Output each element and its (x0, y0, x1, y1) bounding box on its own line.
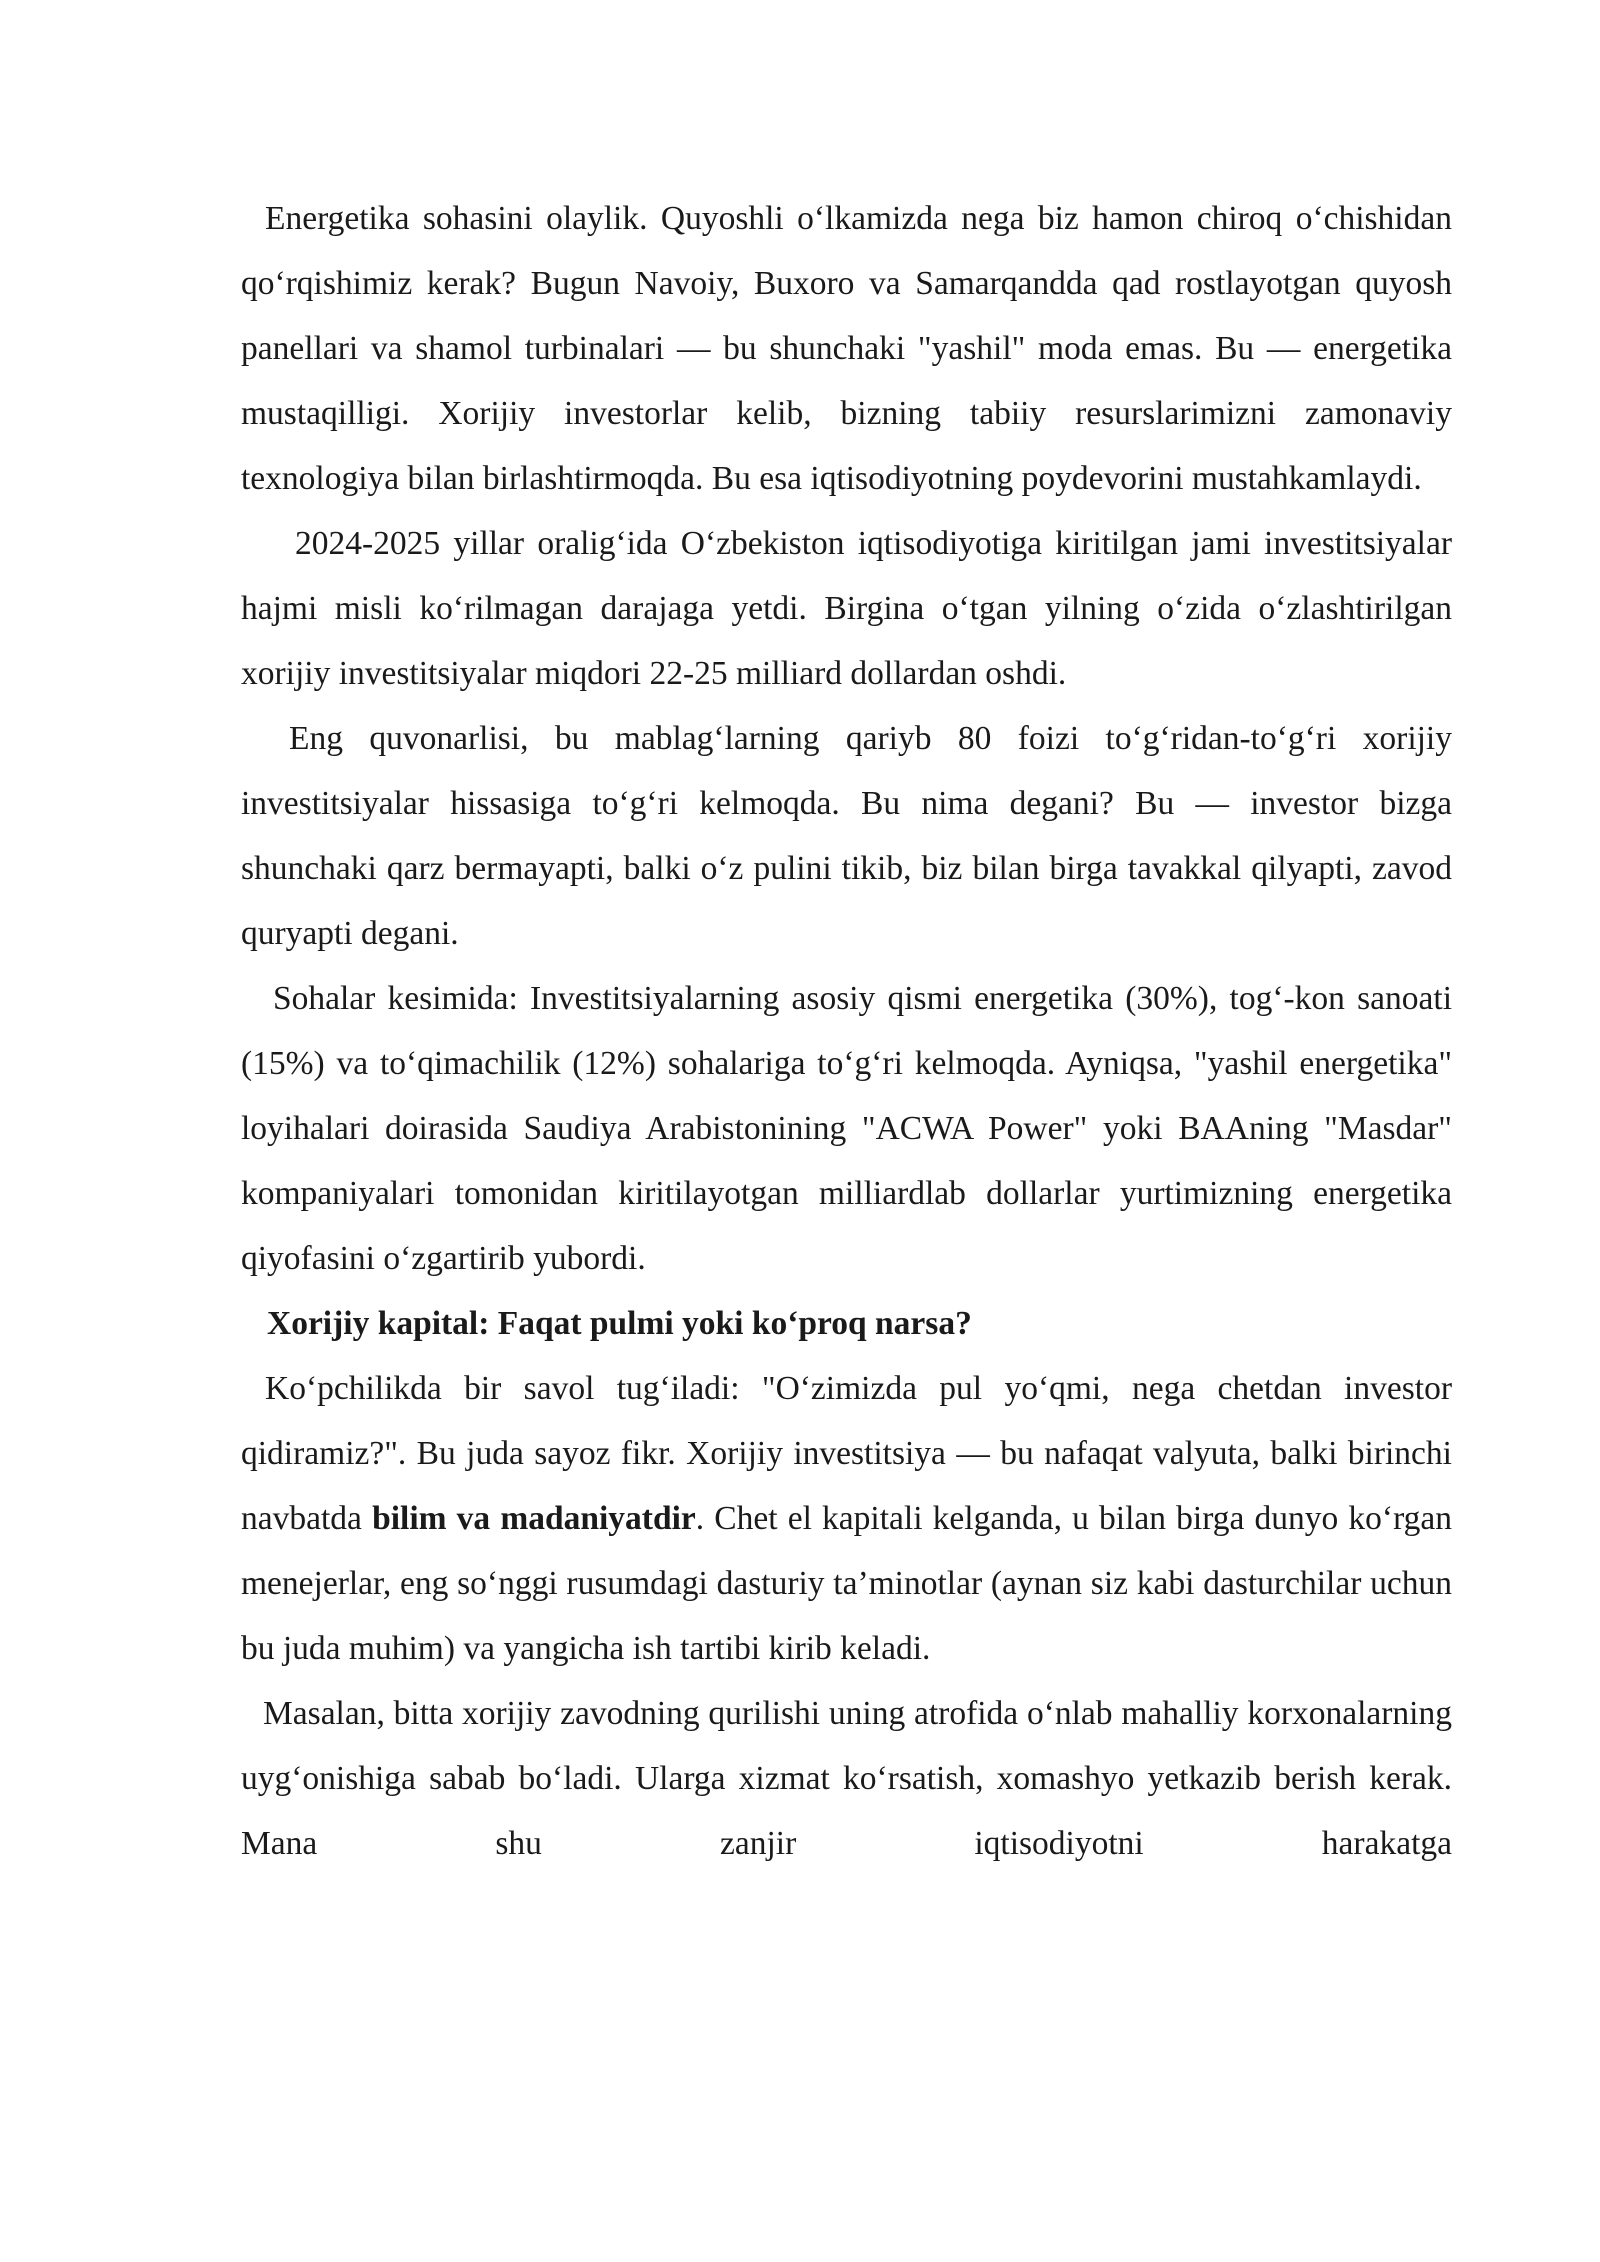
section-heading: Xorijiy kapital: Faqat pulmi yoki ko‘proq narsa? (267, 1305, 972, 1342)
paragraph-example-factory: Masalan, bitta xorijiy zavodning qurilishi uning atrofida o‘nlab mahalliy korxonalarning uyg‘onishiga sabab bo‘ladi. Ularga xizmat ko‘rsatish, xomashyo yetkazib berish kerak. Mana shu zanjir iqtisodiyotni harakatga (241, 1695, 1452, 1862)
paragraph-text-before-bold: Ko‘pchilikda bir savol tug‘iladi: "O‘zimizda pul yo‘qmi, nega chetdan investor qidiramiz?". Bu juda sayoz fikr. Xorijiy investitsiya — bu nafaqat valyuta, balki birinchi navbatda (241, 1370, 1452, 1537)
document-page (241, 186, 1452, 1876)
paragraph-sectors: Sohalar kesimida: Investitsiyalarning asosiy qismi energetika (30%), tog‘-kon sanoati (15%) va to‘qimachilik (12%) sohalariga to‘g‘ri kelmoqda. Ayniqsa, "yashil energetika" loyihalari doirasida Saudiya Arabistonining "ACWA Power" yoki BAAning "Masdar" kompaniyalari tomonidan kiritilayotgan milliardlab dollarlar yurtimizning energetika qiyofasini o‘zgartirib yubordi. (241, 980, 1452, 1277)
paragraph-investment-volume: 2024-2025 yillar oralig‘ida O‘zbekiston iqtisodiyotiga kiritilgan jami investitsiyalar hajmi misli ko‘rilmagan darajaga yetdi. Birgina o‘tgan yilning o‘zida o‘zlashtirilgan xorijiy investitsiyalar miqdori 22-25 milliard dollardan oshdi. (241, 525, 1452, 692)
paragraph-foreign-capital (241, 1356, 1452, 1681)
bold-emphasis: bilim va madaniyatdir (372, 1500, 696, 1537)
paragraph-direct-investment: Eng quvonarlisi, bu mablag‘larning qariyb 80 foizi to‘g‘ridan-to‘g‘ri xorijiy investitsiyalar hissasiga to‘g‘ri kelmoqda. Bu nima degani? Bu — investor bizga shunchaki qarz bermayapti, balki o‘z pulini tikib, biz bilan birga tavakkal qilyapti, zavod quryapti degani. (241, 720, 1452, 952)
paragraph-text-after-bold: . Chet el kapitali kelganda, u bilan birga dunyo ko‘rgan menejerlar, eng so‘nggi rusumdagi dasturiy ta’minotlar (aynan siz kabi dasturchilar uchun bu juda muhim) va yangicha ish tartibi kirib keladi. (241, 1500, 1452, 1667)
paragraph-energy: Energetika sohasini olaylik. Quyoshli o‘lkamizda nega biz hamon chiroq o‘chishidan qo‘rqishimiz kerak? Bugun Navoiy, Buxoro va Samarqandda qad rostlayotgan quyosh panellari va shamol turbinalari — bu shunchaki "yashil" moda emas. Bu — energetika mustaqilligi. Xorijiy investorlar kelib, bizning tabiiy resurslarimizni zamonaviy texnologiya bilan birlashtirmoqda. Bu esa iqtisodiyotning poydevorini mustahkamlaydi. (241, 200, 1452, 497)
